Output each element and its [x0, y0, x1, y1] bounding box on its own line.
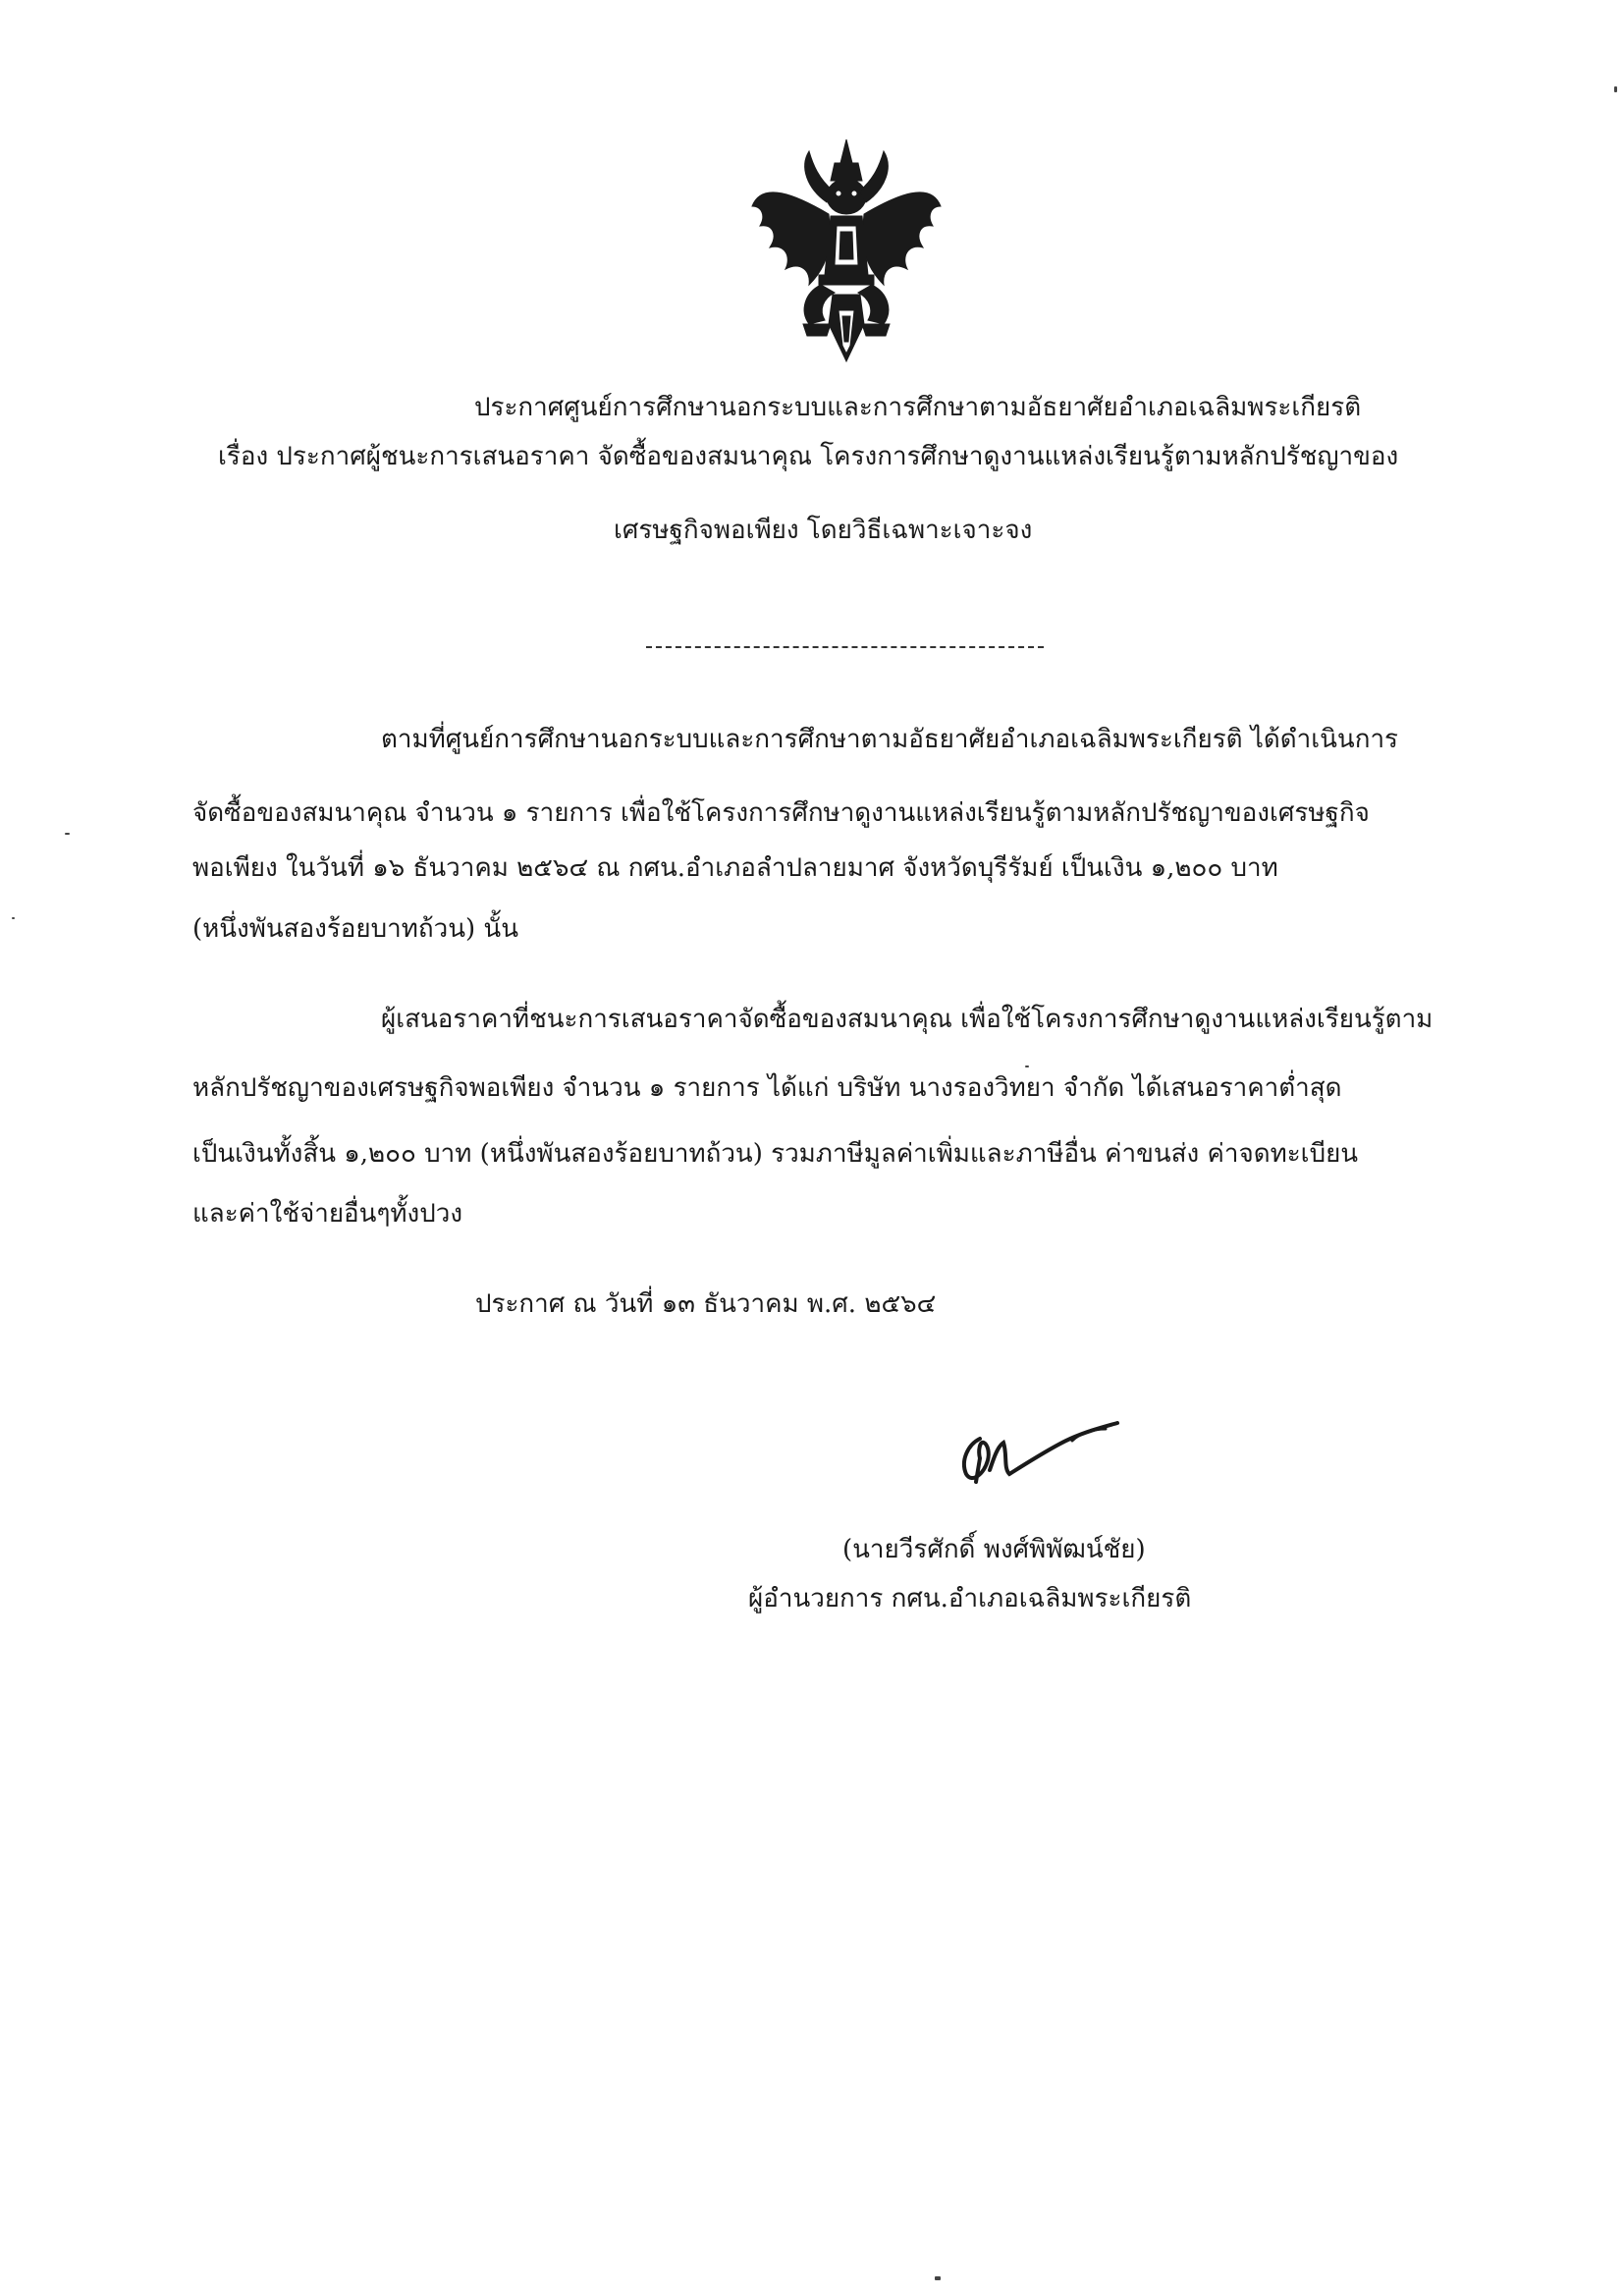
subject-line-1: เรื่อง ประกาศผู้ชนะการเสนอราคา จัดซื้อของสมนาคุณ โครงการศึกษาดูงานแหล่งเรียนรู้ตามหลักปรัชญาของ [218, 442, 1399, 471]
paragraph-1-line-2: จัดซื้อของสมนาคุณ จำนวน ๑ รายการ เพื่อใช้โครงการศึกษาดูงานแหล่งเรียนรู้ตามหลักปรัชญาของเศรษฐกิจ [192, 798, 1370, 828]
scan-speck [935, 2276, 941, 2280]
scan-speck [1614, 86, 1617, 92]
scan-speck [12, 917, 15, 919]
paragraph-2-line-1: ผู้เสนอราคาที่ชนะการเสนอราคาจัดซื้อของสมนาคุณ เพื่อใช้โครงการศึกษาดูงานแหล่งเรียนรู้ตาม [381, 1005, 1434, 1034]
scan-speck [65, 833, 70, 835]
subject-line-2: เศรษฐกิจพอเพียง โดยวิธีเฉพาะเจาะจง [614, 516, 1033, 545]
signatory-position: ผู้อำนวยการ กศน.อำเภอเฉลิมพระเกียรติ [748, 1584, 1192, 1613]
paragraph-1-line-1: ตามที่ศูนย์การศึกษานอกระบบและการศึกษาตามอัธยาศัยอำเภอเฉลิมพระเกียรติ ได้ดำเนินการ [381, 725, 1399, 754]
signature-icon [950, 1399, 1122, 1488]
paragraph-2-line-3: เป็นเงินทั้งสิ้น ๑,๒๐๐ บาท (หนึ่งพันสองร้อยบาทถ้วน) รวมภาษีมูลค่าเพิ่มและภาษีอื่น ค่าขนส่ง ค่าจดทะเบียน [192, 1139, 1359, 1169]
paragraph-2-line-4: และค่าใช้จ่ายอื่นๆทั้งปวง [192, 1199, 463, 1229]
signatory-name: (นายวีรศักดิ์ พงศ์พิพัฒน์ชัย) [842, 1535, 1146, 1564]
scan-speck [1025, 1066, 1029, 1067]
announcement-title: ประกาศศูนย์การศึกษานอกระบบและการศึกษาตามอัธยาศัยอำเภอเฉลิมพระเกียรติ [474, 393, 1362, 422]
paragraph-2-line-2: หลักปรัชญาของเศรษฐกิจพอเพียง จำนวน ๑ รายการ ได้แก่ บริษัท นางรองวิทยา จำกัด ได้เสนอราคาต่ำสุด [192, 1073, 1342, 1103]
paragraph-1-line-4: (หนึ่งพันสองร้อยบาทถ้วน) นั้น [192, 914, 518, 944]
garuda-emblem-icon [748, 137, 945, 368]
header-divider [646, 646, 1044, 648]
announcement-date: ประกาศ ณ วันที่ ๑๓ ธันวาคม พ.ศ. ๒๕๖๔ [475, 1289, 937, 1319]
paragraph-1-line-3: พอเพียง ในวันที่ ๑๖ ธันวาคม ๒๕๖๔ ณ กศน.อำเภอลำปลายมาศ จังหวัดบุรีรัมย์ เป็นเงิน ๑,๒๐๐ บาท [192, 853, 1278, 883]
